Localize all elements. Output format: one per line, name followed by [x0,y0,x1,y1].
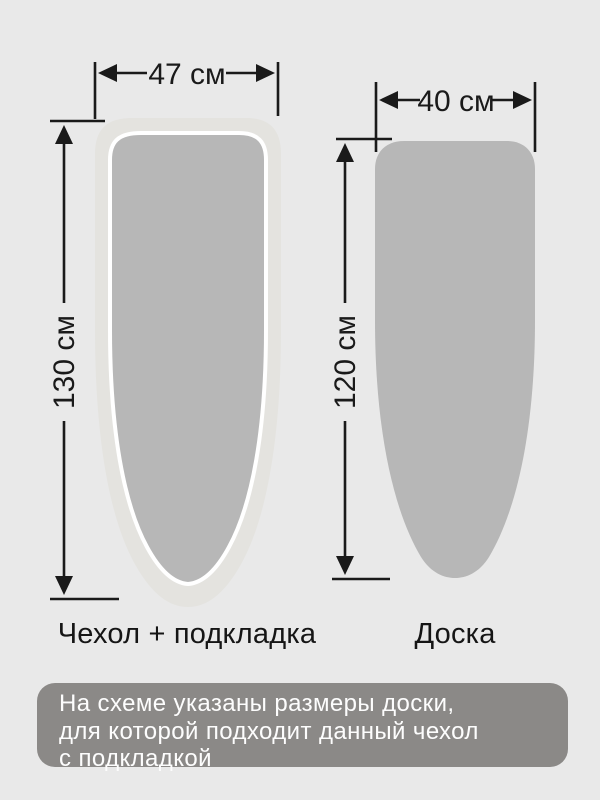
cover-figure [95,118,281,607]
arrow-down-icon [336,556,354,575]
arrow-right-icon [513,91,532,109]
arrow-down-icon [55,576,73,595]
board-height-label: 120 см [329,314,362,410]
arrow-right-icon [256,64,275,82]
cover-width-label: 47 см [148,58,226,91]
cover-seam [110,133,266,584]
info-banner [37,683,568,772]
board-width-label: 40 см [417,85,495,118]
arrow-left-icon [98,64,117,82]
board-figure [375,141,535,578]
banner-line-1: На схеме указаны размеры доски, [59,690,455,717]
cover-caption: Чехол + подкладка [57,618,317,650]
cover-height-label: 130 см [48,314,81,410]
arrow-up-icon [336,143,354,162]
banner-line-2: для которой подходит данный чехол [59,717,479,745]
cover-width-dimension [95,58,278,119]
arrow-left-icon [379,91,398,109]
board-caption: Доска [414,618,496,650]
banner-line-3: с подкладкой [59,745,212,772]
arrow-up-icon [55,125,73,144]
board-shape [375,141,535,578]
